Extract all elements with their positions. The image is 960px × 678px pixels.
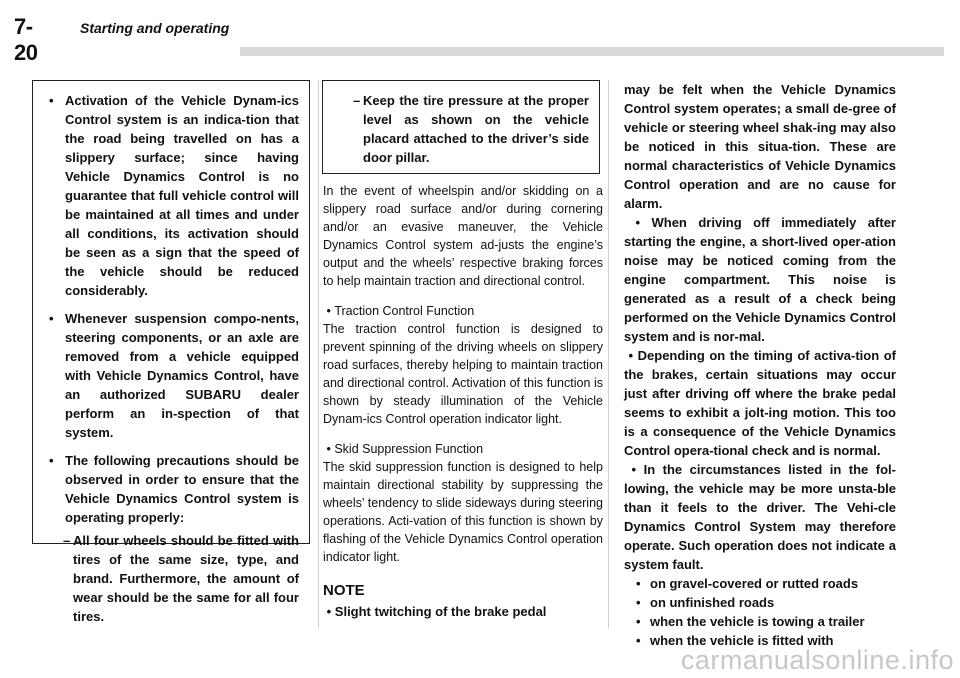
note-first-bullet: • Slight twitching of the brake pedal [323, 604, 547, 619]
skid-paragraph: The skid suppression function is designed to help maintain directional stability by suppressing the wheels’ tendency to slide sideways during steering operations. Acti-vation of this function is shown by flashing of the Vehicle Dynamics Control operation indicator light. [323, 460, 603, 564]
header-rule [240, 47, 944, 56]
note-bullet-3: • Depending on the timing of activa-tion of the brakes, certain situations may occur just after driving off where the brake pedal seems to exhibit a jolt-ing motion. This too is a consequence of the Vehicle Dynamics Control opera-tional check and is normal. [624, 348, 896, 458]
traction-heading: • Traction Control Function [323, 304, 475, 318]
note-continuation: may be felt when the Vehicle Dynamics Control system operates; a small de-gree of vehicle or steering wheel shak-ing may also be noticed in this situa-tion. These are normal characteristics of Vehicle Dynamics Control operation and are no cause for alarm. [624, 82, 896, 211]
note-bullet-2: • When driving off immediately after starting the engine, a short-lived oper-ation noise may be noticed coming from the engine compartment. This noise is generated as a result of a check being performed on the Vehicle Dynamics Control system and is nor-mal. [624, 215, 896, 344]
page-number: 7-20 [14, 14, 38, 65]
warning-dash-item: – All four wheels should be fitted with tires of the same size, type, and brand. Furthermore, the amount of wear should be the same for all four tires. [63, 533, 299, 624]
warning-dash-item-2: – Keep the tire pressure at the proper level as shown on the vehicle placard attached to the driver’s side door pillar. [353, 93, 589, 165]
skid-heading: • Skid Suppression Function [323, 442, 484, 456]
intro-paragraph: In the event of wheelspin and/or skidding on a slippery road surface and/or during cornering and/or an evasive maneuver, the Vehicle Dynamics Control system ad-justs the engine’s output and the wheels’ respective braking forces to help maintain traction and directional control. [323, 184, 603, 288]
watermark: carmanualsonline.info [680, 645, 954, 675]
warning-bullet-3: • The following precautions should be observed in order to ensure that the Vehicle Dynamics Control system is operating properly: [49, 453, 299, 525]
warning-box-1 [32, 80, 310, 624]
warning-box-2 [322, 80, 600, 174]
section-title: Starting and operating [80, 20, 230, 36]
column-divider-2 [608, 80, 609, 628]
column-divider-1 [318, 80, 319, 628]
note-bullet-4: • In the circumstances listed in the fol-lowing, the vehicle may be more unsta-ble than it feels to the driver. The Vehi-cle Dynamics Control System may therefore operate. Such operation does not indicate a system fault. [624, 462, 896, 572]
traction-paragraph: The traction control function is designed to prevent spinning of the driving wheels on slippery road surfaces, thereby helping to maintain traction and directional control. Activation of this function is shown by steady illumination of the Vehicle Dynam-ics Control operation indicator light. [323, 322, 603, 426]
condition-item: • on unfinished roads [636, 595, 775, 610]
warning-bullet-2: • Whenever suspension compo-nents, steering components, or an axle are removed from a vehicle equipped with Vehicle Dynamics Control, have an authorized SUBARU dealer perform an in-spection of that system. [49, 311, 299, 440]
condition-item: • when the vehicle is fitted with [636, 633, 834, 648]
condition-item: • when the vehicle is towing a trailer [636, 614, 865, 629]
condition-item: • on gravel-covered or rutted roads [636, 576, 859, 591]
body-column-2 [323, 182, 603, 621]
note-heading: NOTE [323, 582, 365, 599]
warning-bullet-1: • Activation of the Vehicle Dynam-ics Control system is an indica-tion that the road being travelled on has a slippery surface; since having Vehicle Dynamics Control is no guarantee that full vehicle control will be maintained at all times and under all conditions, its activation should be seen as a sign that the speed of the vehicle should be reduced considerably. [49, 93, 299, 298]
body-column-3 [624, 80, 896, 650]
